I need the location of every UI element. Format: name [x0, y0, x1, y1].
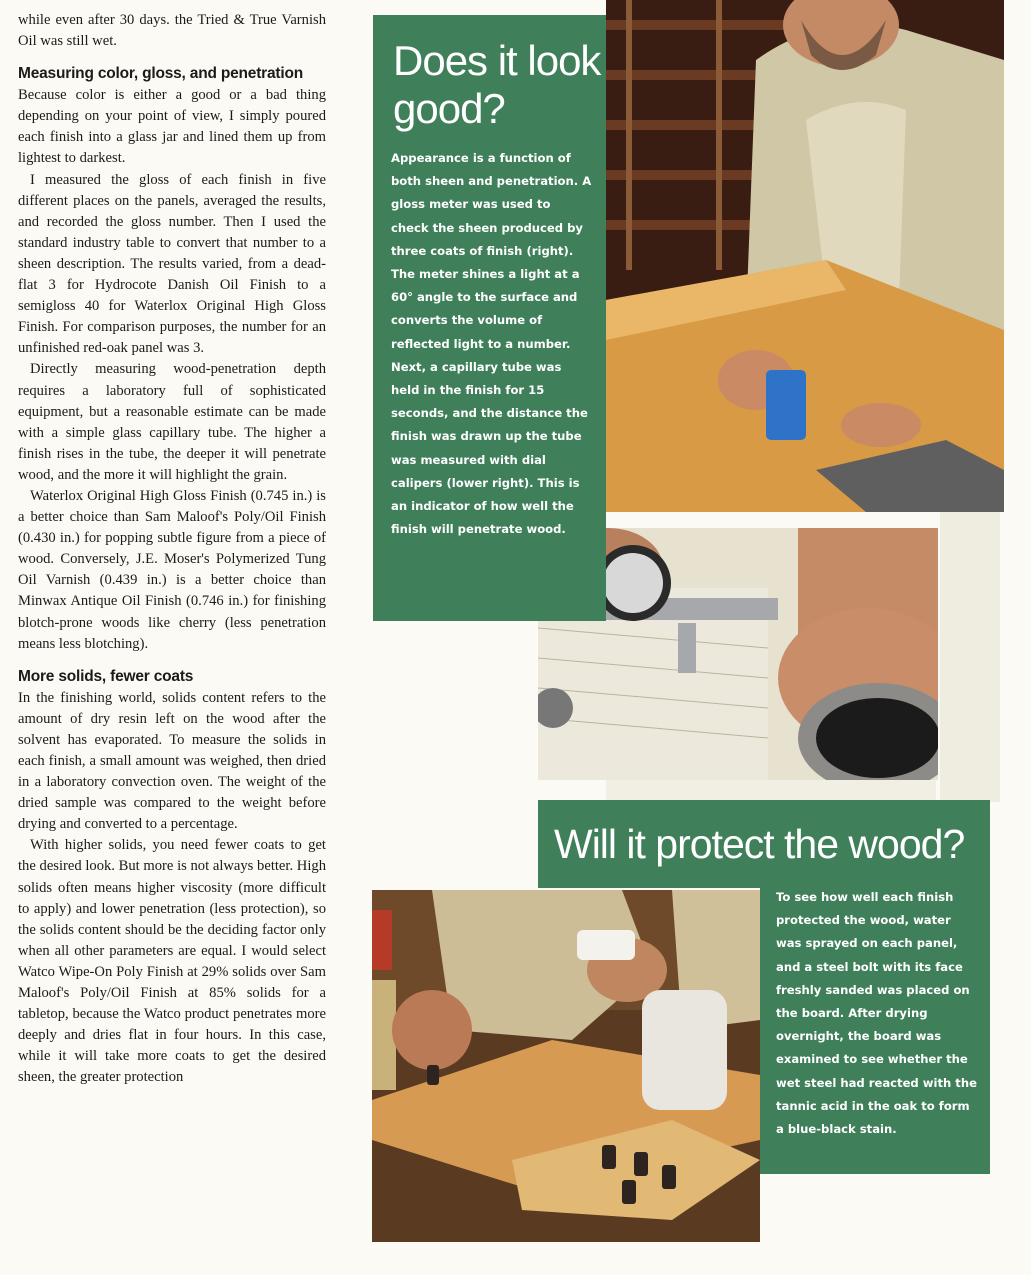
- body-paragraph: Waterlox Original High Gloss Finish (0.745 in.) is a better choice than Sam Maloof's Poly/Oil Finish (0.430 in.) for popping subtle figure from a piece of wood. Conversely, J.E. Moser's Polymerized Tung Oil Varnish (0.439 in.) is a better choice than Minwax Antique Oil Finish (0.746 in.) for finishing blotch-prone woods like cherry (less penetration means less blotching).: [18, 487, 326, 652]
- body-paragraph: Because color is either a good or a bad thing depending on your point of view, I simply poured each finish into a glass jar and lined them up from lightest to darkest.: [18, 87, 326, 167]
- sidebar-body: Appearance is a function of both sheen and penetration. A gloss meter was used to check the sheen produced by three coats of finish (right). The meter shines a light at a 60° angle to the surface and converts the volume of reflected light to a number. Next, a capillary tube was held in the finish for 15 seconds, and the distance the finish was drawn up the tube was measured with dial calipers (lower right). This is an indicator of how well the finish will penetrate wood.: [391, 151, 592, 537]
- section-heading-measuring: Measuring color, gloss, and penetration: [18, 65, 304, 83]
- sidebar-heading: Does it look good?: [393, 37, 601, 132]
- sidebar-heading: Will it protect the wood?: [554, 821, 965, 867]
- photo-gloss-meter: [606, 0, 1004, 512]
- sidebar-protect-body-box: [760, 880, 990, 1174]
- body-paragraph: With higher solids, you need fewer coats to get the desired look. But more is not always better. High solids often means higher viscosity (more difficult to apply) and lower penetration (less protection), so the solids content should be the deciding factor only when all other parameters are equal. I would select Watco Wipe-On Poly Finish at 29% solids over Sam Maloof's Poly/Oil Finish at 85% solids for a tabletop, because the Watco product penetrates more deeply and dries flat in four hours. In this case, while it will take more coats to get the desired sheen, the greater protection: [18, 837, 326, 1086]
- photo-water-spray-test: [372, 890, 760, 1242]
- intro-paragraph: while even after 30 days. the Tried & True Varnish Oil was still wet.: [18, 12, 326, 50]
- sidebar-does-it-look-good: [373, 15, 606, 621]
- sidebar-body: To see how well each finish protected the wood, water was sprayed on each panel, and a steel bolt with its face freshly sanded was placed on the board. After drying overnight, the board was examined to see whether the wet steel had reacted with the tannic acid in the oak to form a blue-black stain.: [776, 890, 977, 1137]
- article-column: [18, 10, 326, 1089]
- body-paragraph: I measured the gloss of each finish in five different places on the panels, averaged the results, and recorded the gloss number. Then I used the standard industry table to convert that number to a sheen description. The results varied, from a dead-flat 3 for Hydrocote Danish Oil Finish to a semigloss 40 for Waterlox Original High Gloss Finish. For comparison purposes, the number for an unfinished red-oak panel was 3.: [18, 171, 326, 357]
- section-heading-solids: More solids, fewer coats: [18, 667, 194, 685]
- body-paragraph: Directly measuring wood-penetration depth requires a laboratory full of sophisticated equipment, but a reasonable estimate can be made with a simple glass capillary tube. The higher a finish rises in the tube, the deeper it will penetrate wood, and the more it will highlight the grain.: [18, 361, 326, 483]
- sidebar-protect-heading-bar: [538, 800, 990, 888]
- background-panel: [940, 512, 1000, 802]
- body-paragraph: In the finishing world, solids content refers to the amount of dry resin left on the wood after the solvent has evaporated. To measure the solids in each finish, a small amount was weighed, then dried in a laboratory convection oven. The weight of the dried sample was compared to the weight before drying and converted to a percentage.: [18, 689, 326, 833]
- background-strip: [606, 780, 936, 800]
